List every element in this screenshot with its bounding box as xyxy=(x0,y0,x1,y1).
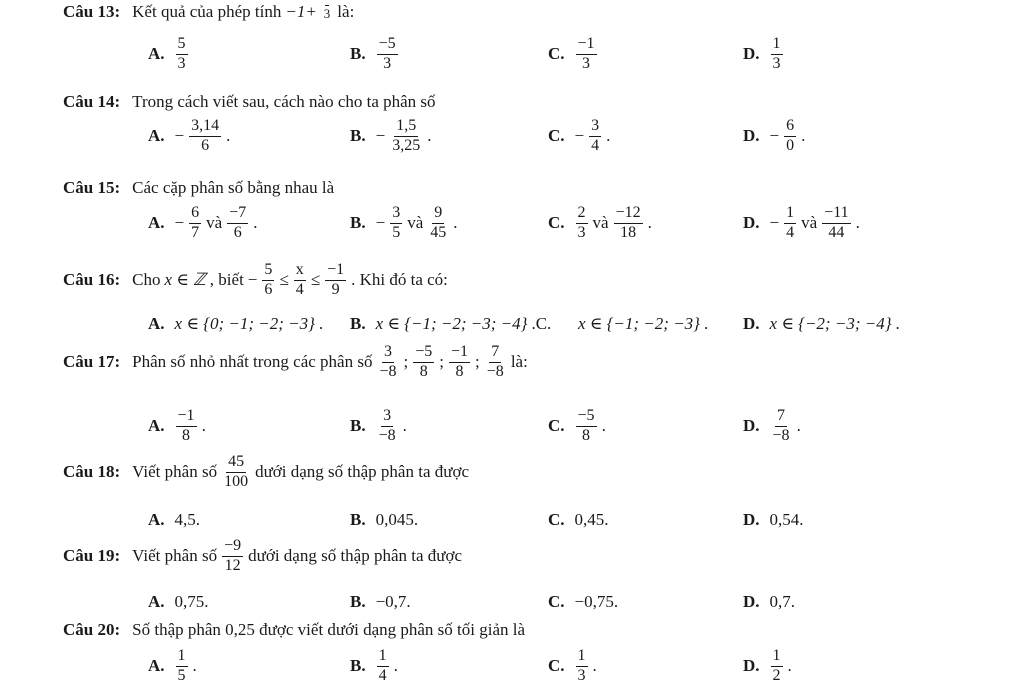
text-segment: .C. xyxy=(531,314,552,333)
text-segment: . xyxy=(318,314,324,333)
text-segment: . xyxy=(787,656,792,676)
fraction-numerator: 3 xyxy=(382,344,394,363)
option-letter: A. xyxy=(148,213,165,233)
question-15-option-b xyxy=(350,205,459,242)
text-segment: và xyxy=(801,213,818,233)
fraction-denominator: 5 xyxy=(392,223,401,241)
fraction-denominator: 6 xyxy=(233,223,242,241)
question-13-option-a xyxy=(148,36,191,73)
text-segment: ; xyxy=(439,352,445,372)
question-16-option-c xyxy=(576,314,710,334)
option-letter: B. xyxy=(350,126,366,146)
text-segment: 0,45. xyxy=(574,510,609,529)
fraction-denominator: −8 xyxy=(486,362,504,380)
text-segment: −0,75. xyxy=(574,592,619,611)
text-segment: 4,5. xyxy=(174,510,201,529)
option-letter: D. xyxy=(743,213,760,233)
fraction xyxy=(377,408,398,445)
question-15-stem xyxy=(63,178,336,198)
option-letter: B. xyxy=(350,44,366,64)
question-label: Câu 20: xyxy=(63,620,121,639)
text-segment: − xyxy=(574,126,585,146)
text-segment: Trong cách viết sau, cách nào cho ta phân số xyxy=(132,92,436,111)
option-letter: C. xyxy=(548,416,565,436)
question-label: Câu 14: xyxy=(63,92,121,111)
fraction xyxy=(189,205,201,242)
text-segment: . xyxy=(226,126,231,146)
fraction xyxy=(377,648,389,685)
fraction-numerator: −1 xyxy=(449,344,470,363)
text-segment: 0,75. xyxy=(174,592,209,611)
question-18-stem xyxy=(63,454,471,491)
question-16-option-a xyxy=(148,314,325,334)
fraction-denominator: 5 xyxy=(177,666,186,684)
question-18-option-d xyxy=(743,510,806,530)
fraction-denominator: 8 xyxy=(419,362,428,380)
text-segment: . xyxy=(393,656,398,676)
text-segment: . xyxy=(647,213,652,233)
fraction-numerator: 1 xyxy=(576,648,588,667)
question-17-stem xyxy=(63,344,530,381)
fraction-denominator: 6 xyxy=(264,280,273,298)
fraction-numerator: 1 xyxy=(176,648,188,667)
fraction xyxy=(771,648,783,685)
fraction xyxy=(222,454,250,491)
text-segment: . xyxy=(253,213,258,233)
fraction-denominator: 45 xyxy=(430,223,447,241)
option-letter: A. xyxy=(148,592,165,611)
fraction xyxy=(784,118,796,155)
fraction-numerator: 5 xyxy=(176,36,188,55)
question-18-option-c xyxy=(548,510,611,530)
fraction-numerator: 3 xyxy=(390,205,402,224)
fraction-numerator: −5 xyxy=(576,408,597,427)
fraction xyxy=(428,205,448,242)
option-letter: B. xyxy=(350,416,366,436)
fraction-numerator: 2 xyxy=(576,205,588,224)
fraction-denominator: 8 xyxy=(582,426,591,444)
fraction-numerator: x xyxy=(294,262,306,281)
option-letter: B. xyxy=(350,314,366,333)
text-segment: Cho xyxy=(132,270,161,290)
text-segment: 0,045. xyxy=(375,510,419,529)
fraction xyxy=(262,262,274,299)
text-segment: −0,7. xyxy=(375,592,411,611)
math-expression: −1+ xyxy=(285,2,317,21)
option-letter: C. xyxy=(548,213,565,233)
text-segment: 0,54. xyxy=(769,510,804,529)
text-segment: ; xyxy=(475,352,480,372)
fraction-denominator: 9 xyxy=(331,280,340,298)
question-18-option-b xyxy=(350,510,420,530)
fraction-numerator: −9 xyxy=(222,538,243,557)
text-segment: và xyxy=(407,213,424,233)
fraction-denominator: 3 xyxy=(582,54,591,72)
text-segment: Viết phân số xyxy=(132,462,218,482)
text-segment: . xyxy=(606,126,611,146)
fraction-denominator: 3 xyxy=(383,54,392,72)
text-segment: Số thập phân 0,25 được viết dưới dạng phân số tối giản là xyxy=(132,620,526,639)
text-segment: . xyxy=(895,314,900,333)
option-letter: D. xyxy=(743,314,760,333)
option-letter: D. xyxy=(743,510,760,529)
fraction xyxy=(227,205,248,242)
fraction-denominator: 8 xyxy=(182,426,191,444)
text-segment: và xyxy=(592,213,609,233)
fraction xyxy=(784,205,796,242)
math-expression: x ∈ ℤ xyxy=(164,270,206,290)
fraction xyxy=(325,262,346,299)
question-20-option-a xyxy=(148,648,199,685)
option-letter: D. xyxy=(743,44,760,64)
fraction xyxy=(771,408,792,445)
question-13-option-b xyxy=(350,36,401,73)
option-letter: B. xyxy=(350,592,366,611)
fraction-denominator: −8 xyxy=(772,426,790,444)
option-letter: C. xyxy=(548,656,565,676)
question-13-option-c xyxy=(548,36,600,73)
fraction-numerator: 9 xyxy=(432,205,444,224)
text-segment: . xyxy=(855,213,860,233)
text-segment: là: xyxy=(337,2,355,21)
fraction-numerator: 45 xyxy=(226,454,246,473)
question-label: Câu 19: xyxy=(63,546,121,566)
text-segment: Các cặp phân số bằng nhau là xyxy=(132,178,335,197)
question-20-option-b xyxy=(350,648,400,685)
option-letter: A. xyxy=(148,126,165,146)
question-15-option-d xyxy=(743,205,862,242)
fraction-denominator: 4 xyxy=(591,136,600,154)
option-letter: A. xyxy=(148,656,165,676)
text-segment: . xyxy=(402,416,407,436)
option-letter: A. xyxy=(148,44,165,64)
question-14-option-d xyxy=(743,118,807,155)
question-13-stem xyxy=(63,2,356,22)
fraction-numerator: 3,14 xyxy=(189,118,221,137)
question-14-option-b xyxy=(350,118,433,155)
question-14-option-c xyxy=(548,118,612,155)
fraction-numerator: −1 xyxy=(176,408,197,427)
text-segment: ; xyxy=(403,352,409,372)
fraction-denominator: 4 xyxy=(295,280,304,298)
question-19-option-a xyxy=(148,592,211,612)
text-segment: − xyxy=(769,213,780,233)
question-19-option-b xyxy=(350,592,413,612)
text-segment: Phân số nhỏ nhất trong các phân số xyxy=(132,352,373,372)
fraction-denominator: 7 xyxy=(191,223,200,241)
fraction xyxy=(413,344,434,381)
question-label: Câu 18: xyxy=(63,462,121,482)
fraction xyxy=(189,118,221,155)
question-14-option-a xyxy=(148,118,232,155)
text-segment: − xyxy=(375,213,386,233)
fraction-denominator: 8 xyxy=(455,362,464,380)
text-segment: 0,7. xyxy=(769,592,796,611)
fraction-numerator: −5 xyxy=(413,344,434,363)
option-letter: D. xyxy=(743,416,760,436)
math-expression: x ∈ {−1; −2; −3; −4} xyxy=(375,314,528,333)
text-segment: . xyxy=(601,416,606,436)
text-segment: . xyxy=(427,126,432,146)
fraction-numerator: −7 xyxy=(227,205,248,224)
fraction xyxy=(222,538,243,575)
fraction-numerator: −12 xyxy=(614,205,643,224)
text-segment: − xyxy=(247,270,258,290)
fraction xyxy=(449,344,470,381)
fraction-denominator: −8 xyxy=(379,362,397,380)
text-segment: . xyxy=(201,416,206,436)
fraction-denominator: 3 xyxy=(577,666,586,684)
question-15-option-c xyxy=(548,205,654,242)
question-19-stem xyxy=(63,538,464,575)
text-segment: − xyxy=(769,126,780,146)
fraction xyxy=(576,36,597,73)
text-segment: − xyxy=(174,126,185,146)
fraction-numerator: 1 xyxy=(784,205,796,224)
fraction xyxy=(576,408,597,445)
fraction-denominator: −8 xyxy=(378,426,396,444)
fraction xyxy=(390,118,422,155)
text-segment: . xyxy=(796,416,801,436)
option-letter: D. xyxy=(743,126,760,146)
fraction xyxy=(377,344,398,381)
fraction xyxy=(614,205,643,242)
fraction-numerator: −1 xyxy=(576,36,597,55)
text-segment: dưới dạng số thập phân ta được xyxy=(255,462,469,482)
question-label: Câu 16: xyxy=(63,270,121,290)
option-letter: B. xyxy=(350,656,366,676)
fraction xyxy=(576,648,588,685)
fraction-numerator: 7 xyxy=(489,344,501,363)
text-segment: dưới dạng số thập phân ta được xyxy=(248,546,463,566)
question-17-option-d xyxy=(743,408,803,445)
option-letter: C. xyxy=(548,44,565,64)
question-19-option-d xyxy=(743,592,797,612)
fraction-denominator: 0 xyxy=(786,136,795,154)
option-letter: B. xyxy=(350,510,366,529)
question-label: Câu 13: xyxy=(63,2,121,21)
fraction-numerator: −5 xyxy=(377,36,398,55)
fraction-numerator: −11 xyxy=(822,205,850,224)
question-16-stem xyxy=(63,262,450,299)
question-13-option-d xyxy=(743,36,786,73)
text-segment: . xyxy=(592,656,597,676)
fraction-numerator: 1,5 xyxy=(394,118,418,137)
math-expression: ≤ xyxy=(310,270,321,290)
question-18-option-a xyxy=(148,510,202,530)
fraction-denominator: 3 xyxy=(772,54,781,72)
question-16-option-b xyxy=(350,314,553,334)
fraction xyxy=(176,408,197,445)
text-segment: . xyxy=(453,213,458,233)
option-letter: D. xyxy=(743,656,760,676)
fraction xyxy=(822,205,850,242)
fraction xyxy=(771,36,783,73)
text-segment: là: xyxy=(510,352,528,372)
text-segment: Kết quả của phép tính xyxy=(132,2,282,21)
fraction-numerator: 5 xyxy=(262,262,274,281)
question-20-stem xyxy=(63,620,527,640)
text-segment: . xyxy=(703,314,709,333)
fraction xyxy=(485,344,506,381)
text-segment: . xyxy=(192,656,197,676)
option-letter: C. xyxy=(548,592,565,611)
fraction-denominator: 3,25 xyxy=(392,136,421,154)
option-letter: A. xyxy=(148,416,165,436)
option-letter: D. xyxy=(743,592,760,611)
fraction xyxy=(294,262,306,299)
question-20-option-d xyxy=(743,648,794,685)
option-letter: C. xyxy=(548,510,565,529)
fraction-numerator: 6 xyxy=(784,118,796,137)
option-letter: B. xyxy=(350,213,366,233)
fraction-numerator: 3 xyxy=(589,118,601,137)
fraction-denominator: 44 xyxy=(828,223,845,241)
fraction-numerator: 6 xyxy=(189,205,201,224)
text-segment: và xyxy=(206,213,223,233)
fraction-denominator: 3 xyxy=(577,223,586,241)
text-segment: , biết xyxy=(209,270,244,290)
fraction-numerator: −1 xyxy=(325,262,346,281)
fraction-denominator: 6 xyxy=(201,136,210,154)
fraction-denominator: 2 xyxy=(772,666,781,684)
question-16-option-d xyxy=(743,314,902,334)
question-14-stem xyxy=(63,92,438,112)
fraction xyxy=(176,36,188,73)
option-letter: A. xyxy=(148,510,165,529)
question-label: Câu 15: xyxy=(63,178,121,197)
text-segment: . Khi đó ta có: xyxy=(351,270,448,290)
fraction-denominator: 4 xyxy=(378,666,387,684)
question-15-option-a xyxy=(148,205,259,242)
fraction xyxy=(176,648,188,685)
question-17-option-b xyxy=(350,408,409,445)
fraction xyxy=(589,118,601,155)
math-expression: x ∈ {−1; −2; −3} xyxy=(578,314,700,333)
fraction-denominator: 12 xyxy=(224,556,241,574)
fraction-numerator: 7 xyxy=(775,408,787,427)
text-segment: − xyxy=(174,213,185,233)
fraction xyxy=(390,205,402,242)
math-expression: ≤ xyxy=(279,270,289,290)
fraction-denominator: 3 xyxy=(323,5,331,21)
question-label: Câu 17: xyxy=(63,352,121,372)
question-17-option-c xyxy=(548,408,608,445)
text-segment: . xyxy=(801,126,806,146)
fraction-denominator: 100 xyxy=(224,472,249,490)
fraction xyxy=(377,36,398,73)
fraction-numerator: 1 xyxy=(771,648,783,667)
question-20-option-c xyxy=(548,648,599,685)
text-segment: − xyxy=(375,126,386,146)
fraction-denominator: 4 xyxy=(786,223,795,241)
fraction-numerator: 1 xyxy=(377,648,389,667)
fraction-denominator: 18 xyxy=(620,223,637,241)
option-letter: A. xyxy=(148,314,165,333)
math-expression: x ∈ {0; −1; −2; −3} xyxy=(174,314,315,333)
question-17-option-a xyxy=(148,408,208,445)
math-expression: x ∈ {−2; −3; −4} xyxy=(769,314,892,333)
fraction xyxy=(322,4,333,21)
fraction xyxy=(576,205,588,242)
fraction-denominator: 3 xyxy=(177,54,186,72)
question-19-option-c xyxy=(548,592,620,612)
text-segment: Viết phân số xyxy=(132,546,218,566)
fraction-numerator: 1 xyxy=(771,36,783,55)
option-letter: C. xyxy=(548,126,565,146)
fraction-numerator: 3 xyxy=(381,408,393,427)
